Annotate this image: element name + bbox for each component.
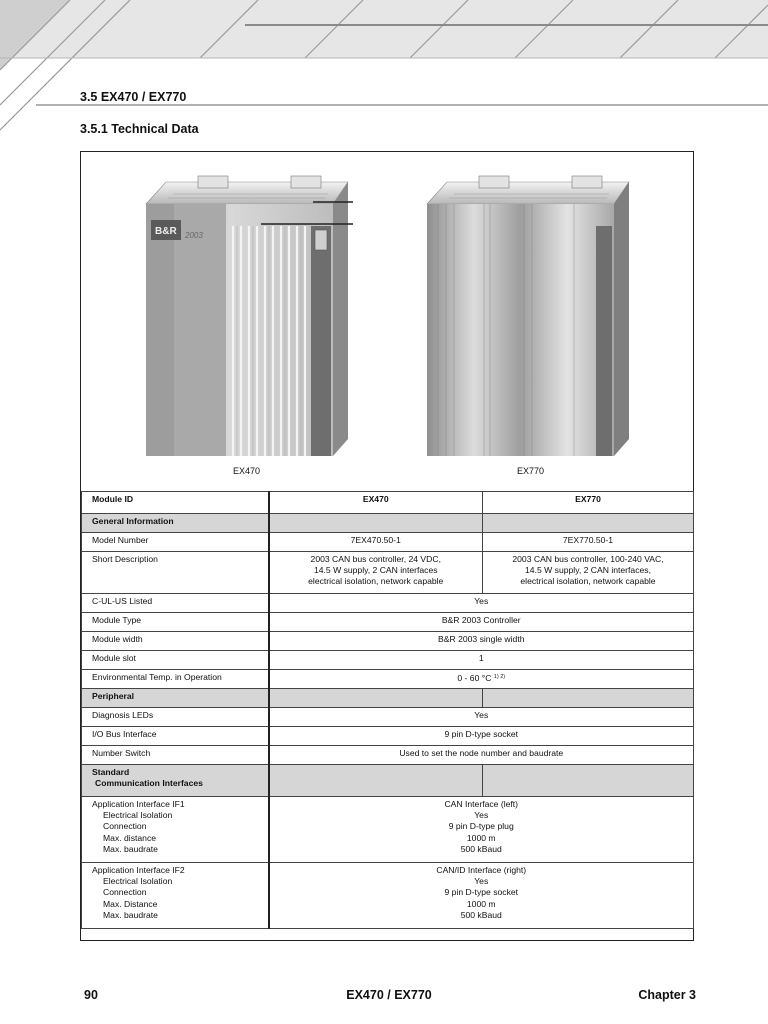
- table-row: [82, 533, 694, 552]
- if1-value: CAN Interface (left): [444, 799, 519, 809]
- subsection-title: 3.5.1 Technical Data: [80, 122, 199, 136]
- if1-value: 500 kBaud: [460, 843, 502, 854]
- if2-title: Application Interface IF2: [92, 865, 185, 875]
- if2-value: 500 kBaud: [460, 909, 502, 920]
- technical-data-frame: [80, 151, 694, 941]
- if2-value: CAN/ID Interface (right): [436, 865, 527, 875]
- table-row: [82, 708, 694, 727]
- if1-label: Electrical Isolation: [103, 810, 173, 821]
- row-label: Diagnosis LEDs: [82, 708, 269, 727]
- header-module-id: Module ID: [82, 492, 269, 514]
- table-row-if1: [82, 797, 694, 863]
- if1-value: 1000 m: [466, 832, 496, 843]
- row-label: Module Type: [82, 613, 269, 632]
- desc-line: 2003 CAN bus controller, 24 VDC,: [310, 554, 441, 564]
- group-title: [82, 765, 269, 797]
- shared-value: 1: [269, 651, 694, 670]
- table-row-if2: [82, 863, 694, 929]
- shared-value: B&R 2003 Controller: [269, 613, 694, 632]
- shared-value: [269, 670, 694, 689]
- shared-value: Used to set the node number and baudrate: [269, 746, 694, 765]
- page-number: 90: [84, 988, 98, 1002]
- if2-label: Connection: [103, 887, 147, 898]
- ex770-value: 7EX770.50-1: [483, 533, 694, 552]
- table-row: [82, 670, 694, 689]
- if2-values: [269, 863, 694, 929]
- table-row: [82, 727, 694, 746]
- module-photos: [81, 152, 693, 491]
- row-label: Module slot: [82, 651, 269, 670]
- table-row: [82, 651, 694, 670]
- desc-line: electrical isolation, network capable: [520, 576, 656, 587]
- group-standard-communication: [82, 765, 694, 797]
- row-label: I/O Bus Interface: [82, 727, 269, 746]
- shared-value: Yes: [269, 594, 694, 613]
- header-ex770: EX770: [483, 492, 694, 514]
- ex770-module-image: [424, 174, 644, 459]
- table-row: [82, 746, 694, 765]
- table-header-row: [82, 492, 694, 514]
- ex770-value: [483, 552, 694, 594]
- row-label: Number Switch: [82, 746, 269, 765]
- if1-title: Application Interface IF1: [92, 799, 185, 809]
- desc-line: 14.5 W supply, 2 CAN interfaces,: [525, 565, 651, 576]
- if2-value: 1000 m: [466, 898, 496, 909]
- group-peripheral: [82, 689, 694, 708]
- section-title: 3.5 EX470 / EX770: [80, 90, 187, 104]
- row-label: Module width: [82, 632, 269, 651]
- temp-value: 0 - 60 °C: [457, 673, 492, 683]
- ex470-value: 7EX470.50-1: [269, 533, 483, 552]
- footnote-ref: 1) 2): [493, 674, 506, 680]
- ex470-module-image: [143, 174, 363, 459]
- ex470-badge-text: 2003: [185, 231, 203, 240]
- if2-label: Electrical Isolation: [103, 876, 173, 887]
- if1-label: Max. baudrate: [103, 843, 158, 854]
- ex470-value: [269, 552, 483, 594]
- header-ex470: EX470: [269, 492, 483, 514]
- if2-label: Max. baudrate: [103, 909, 158, 920]
- row-label: Environmental Temp. in Operation: [82, 670, 269, 689]
- if2-value: 9 pin D-type socket: [444, 887, 519, 898]
- group-title: Peripheral: [82, 689, 269, 708]
- row-label: Short Description: [82, 552, 269, 594]
- ex770-caption: EX770: [517, 466, 545, 476]
- ex470-caption: EX470: [233, 466, 261, 476]
- technical-data-table: [81, 491, 694, 929]
- if1-values: [269, 797, 694, 863]
- group-title: General Information: [82, 514, 269, 533]
- desc-line: 14.5 W supply, 2 CAN interfaces: [313, 565, 438, 576]
- if2-labels: [82, 863, 269, 929]
- table-row: [82, 632, 694, 651]
- desc-line: 2003 CAN bus controller, 100-240 VAC,: [512, 554, 664, 564]
- table-row: [82, 552, 694, 594]
- group-title-line: Standard: [92, 767, 130, 777]
- header-decoration: [0, 0, 768, 140]
- group-title-line: Communication Interfaces: [95, 778, 203, 789]
- if1-value: Yes: [474, 810, 489, 821]
- footer-chapter: Chapter 3: [638, 988, 696, 1002]
- if1-value: 9 pin D-type plug: [448, 821, 514, 832]
- desc-line: electrical isolation, network capable: [308, 576, 444, 587]
- table-row: [82, 613, 694, 632]
- group-general-information: [82, 514, 694, 533]
- shared-value: B&R 2003 single width: [269, 632, 694, 651]
- shared-value: 9 pin D-type socket: [269, 727, 694, 746]
- svg-text:B&R: B&R: [155, 226, 177, 237]
- if2-label: Max. Distance: [103, 898, 158, 909]
- if1-label: Max. distance: [103, 832, 157, 843]
- footer-title: EX470 / EX770: [346, 988, 432, 1002]
- if1-label: Connection: [103, 821, 147, 832]
- row-label: Model Number: [82, 533, 269, 552]
- table-row: [82, 594, 694, 613]
- row-label: C-UL-US Listed: [82, 594, 269, 613]
- shared-value: Yes: [269, 708, 694, 727]
- if2-value: Yes: [474, 876, 489, 887]
- if1-labels: [82, 797, 269, 863]
